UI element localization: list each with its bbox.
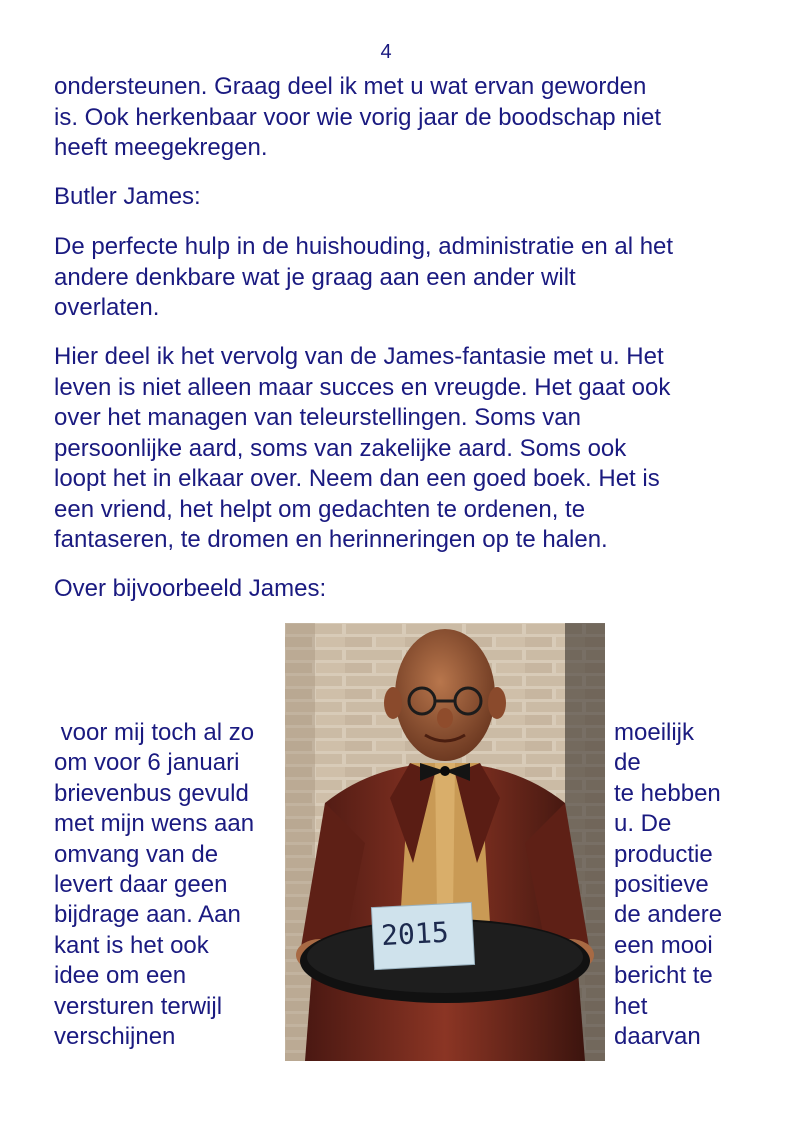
right-column-line: de andere [614, 901, 723, 929]
right-column-line: het [614, 992, 648, 1020]
right-column-line: positieve [614, 871, 709, 899]
left-text-column [54, 718, 279, 1052]
right-column-line: een mooi [614, 931, 713, 959]
right-column-line: te hebben [614, 779, 721, 807]
right-text-column [614, 718, 764, 1052]
left-column-line: verschijnen [54, 1023, 176, 1051]
paragraph-james-fantasy: Hier deel ik het vervolg van de James-fantasie met u. Het leven is niet alleen maar succes en vreugde. Het gaat ook over het managen van teleurstellingen. Soms van persoonlijke aard, soms van zakelijke aard. Soms ook loopt het in elkaar over. Neem dan een goed boek. Het is een vriend, het helpt om gedachten te ordenen, te fantaseren, te dromen en herinneringen op te halen. [54, 343, 671, 553]
right-column-line: daarvan [614, 1023, 701, 1051]
left-column-line: brievenbus gevuld [54, 779, 249, 807]
left-column-line: bijdrage aan. Aan [54, 901, 241, 929]
butler-photo [285, 623, 605, 1061]
paragraph-perfect-help: De perfecte hulp in de huishouding, administratie en al het andere denkbare wat je graag aan een ander wilt overlaten. [54, 233, 674, 321]
left-column-line: omvang van de [54, 840, 219, 868]
right-column-line: productie [614, 840, 713, 868]
right-column-line: u. De [614, 810, 672, 838]
left-column-line: voor mij toch al zo [54, 719, 255, 746]
left-column-line: kant is het ook [54, 931, 209, 959]
left-column-line: om voor 6 januari [54, 749, 240, 777]
tray-card-text: 2015 [380, 915, 450, 953]
paragraph-example: Over bijvoorbeeld James: [54, 575, 327, 602]
left-column-line: levert daar geen [54, 871, 228, 899]
right-column-line: moeilijk [614, 719, 695, 746]
left-column-line: versturen terwijl [54, 992, 223, 1020]
right-column-line: bericht te [614, 962, 713, 990]
paragraph-intro: ondersteunen. Graag deel ik met u wat ervan geworden is. Ook herkenbaar voor wie vorig jaar de boodschap niet heeft meegekregen. [54, 73, 662, 161]
heading-butler-james: Butler James: [54, 183, 201, 210]
page-number: 4 [380, 41, 392, 63]
left-column-line: met mijn wens aan [54, 810, 255, 838]
left-column-line: idee om een [54, 962, 187, 990]
right-column-line: de [614, 749, 641, 777]
